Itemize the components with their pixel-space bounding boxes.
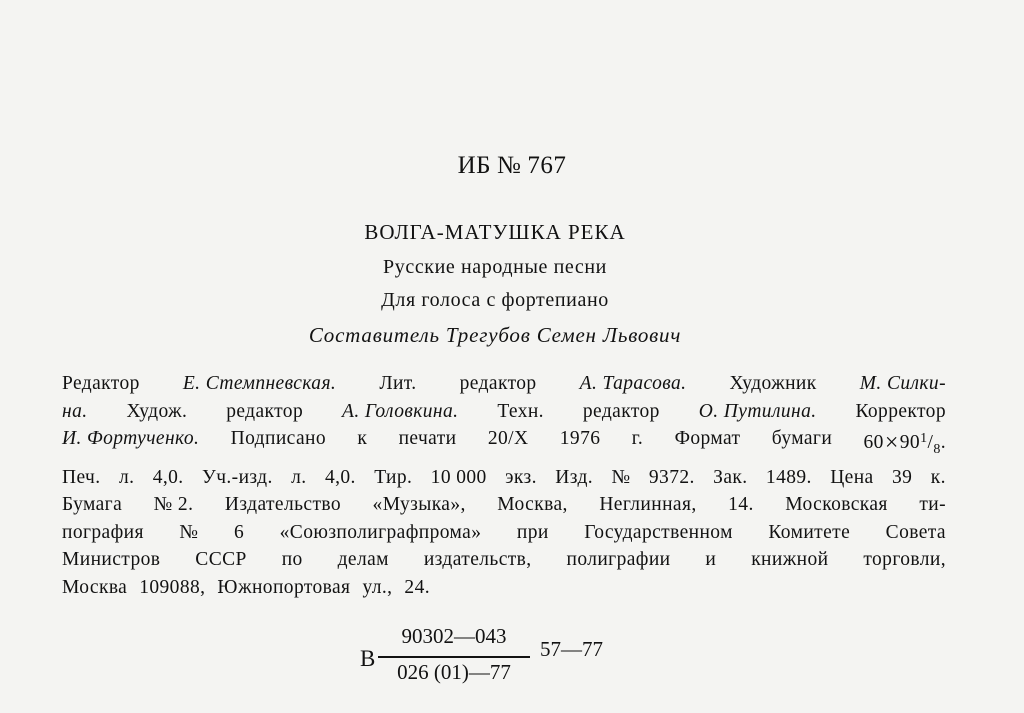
price-value: 39	[892, 466, 913, 488]
imprint-word: Зак.	[713, 466, 748, 488]
imprint-word: Печ.	[62, 466, 101, 488]
artist-name-cont: на.	[62, 400, 88, 422]
index-code	[360, 622, 660, 692]
imprint-word: 4,0.	[152, 466, 184, 488]
signed-date: 20/X	[487, 428, 529, 449]
imprint-line	[62, 491, 946, 519]
imprint-word: Цена	[830, 466, 874, 488]
ib-prefix: ИБ	[457, 152, 492, 179]
imprint-word: пография	[62, 521, 144, 543]
print-run: 10 000	[430, 466, 487, 488]
ib-number	[0, 152, 1024, 180]
artist-name: М. Силки-	[859, 373, 946, 394]
imprint-word: Москва,	[497, 494, 568, 515]
printer-name: «Союзполиграфпрома»	[279, 521, 482, 543]
imprint-block	[62, 370, 946, 601]
imprint-word: и	[705, 549, 717, 570]
imprint-word: торговли,	[863, 549, 946, 570]
imprint-word: Техн.	[497, 400, 544, 422]
imprint-line	[62, 519, 946, 547]
imprint-word: Лит.	[379, 373, 417, 394]
imprint-word: редактор	[226, 400, 304, 422]
imprint-line	[62, 398, 946, 426]
imprint-line	[62, 425, 946, 464]
index-numerator: 90302—043	[401, 624, 507, 648]
imprint-word: №	[611, 466, 631, 488]
index-letter: В	[360, 646, 376, 671]
imprint-word: Издательство	[224, 494, 342, 515]
imprint-word: при	[516, 521, 549, 543]
proofreader-name: И. Фортученко.	[62, 428, 200, 449]
imprint-word: 6	[233, 521, 245, 543]
imprint-word: редактор	[459, 373, 537, 394]
book-subtitle-genre: Русские народные песни	[383, 256, 607, 278]
imprint-word: Художник	[729, 373, 817, 394]
imprint-word: полиграфии	[566, 549, 671, 570]
publisher-name: «Музыка»,	[372, 494, 466, 515]
imprint-word: Южнопортовая	[217, 576, 351, 598]
imprint-word: л.	[291, 466, 307, 488]
imprint-word: Худож.	[126, 400, 188, 422]
imprint-line	[62, 546, 946, 574]
compiler-line: Составитель Трегубов Семен Львович	[308, 323, 682, 347]
imprint-word: экз.	[505, 466, 537, 488]
paper-format: $60\times 90^1/_8$.	[863, 430, 946, 457]
imprint-word: СССР	[195, 549, 247, 570]
book-subtitle-scoring: Для голоса с фортепиано	[381, 289, 609, 311]
imprint-word: г.	[631, 428, 644, 449]
imprint-word: Министров	[62, 549, 161, 570]
imprint-word: ул.,	[362, 576, 393, 598]
imprint-word: бумаги	[771, 428, 833, 449]
imprint-word: редактор	[582, 400, 660, 422]
imprint-word: 24.	[404, 576, 430, 598]
art-editor-name: А. Головкина.	[342, 400, 459, 422]
imprint-word: Бумага	[62, 494, 123, 515]
imprint-word: Государственном	[584, 521, 733, 543]
index-denominator: 026 (01)—77	[397, 660, 511, 684]
imprint-word: 14.	[728, 494, 754, 515]
imprint-line	[62, 464, 946, 492]
imprint-word: к.	[930, 466, 946, 488]
imprint-line	[62, 574, 946, 602]
imprint-word: Москва	[62, 576, 128, 598]
imprint-word: книжной	[751, 549, 829, 570]
imprint-word: Неглинная,	[599, 494, 697, 515]
signed-year: 1976	[559, 428, 601, 449]
imprint-word: Редактор	[62, 373, 140, 394]
editor-name: Е. Стемпневская.	[182, 373, 337, 394]
imprint-word: Формат	[674, 428, 741, 449]
imprint-word: Подписано	[230, 428, 326, 449]
imprint-word: Изд.	[555, 466, 594, 488]
imprint-word: к	[357, 428, 368, 449]
literary-editor-name: А. Тарасова.	[579, 373, 687, 394]
imprint-word: Московская	[785, 494, 888, 515]
imprint-word: по	[281, 549, 303, 570]
ib-value: 767	[527, 152, 567, 179]
numero-sign: №	[497, 152, 522, 179]
fraction-bar	[378, 656, 530, 658]
order-number: 1489.	[765, 466, 812, 488]
imprint-word: Тир.	[374, 466, 413, 488]
imprint-word: делам	[337, 549, 389, 570]
imprint-word: Уч.-изд.	[201, 466, 273, 488]
imprint-word: 4,0.	[324, 466, 356, 488]
imprint-word: печати	[398, 428, 457, 449]
imprint-word: Комитете	[768, 521, 851, 543]
imprint-word: л.	[118, 466, 135, 488]
imprint-word: № 2.	[153, 494, 194, 515]
imprint-word: ти-	[919, 494, 946, 515]
imprint-word: издательств,	[423, 549, 532, 570]
imprint-word: №	[179, 521, 199, 543]
postal-code: 109088,	[139, 576, 206, 598]
book-title: ВОЛГА-МАТУШКА РЕКА	[364, 220, 626, 244]
edition-number: 9372.	[648, 466, 695, 488]
index-suffix: 57—77	[540, 637, 603, 661]
imprint-word: Совета	[885, 521, 946, 543]
imprint-line	[62, 370, 946, 398]
imprint-word: Корректор	[855, 400, 946, 422]
tech-editor-name: О. Путилина.	[698, 400, 817, 422]
